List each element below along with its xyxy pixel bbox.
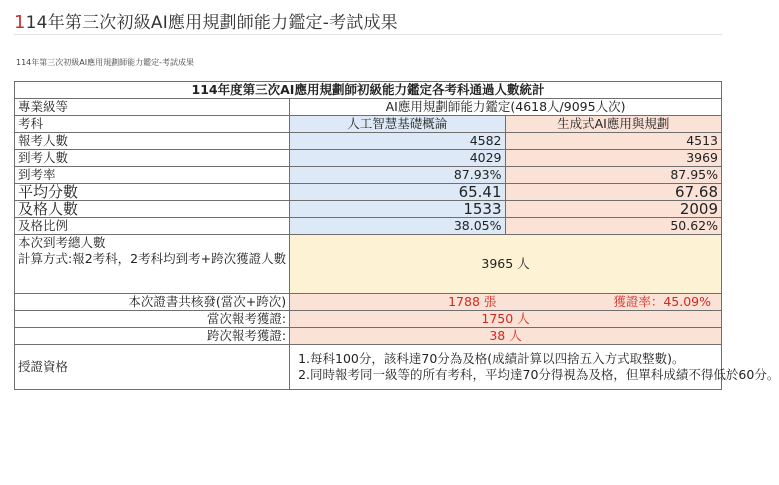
title-divider — [14, 34, 722, 35]
cross-session-value: 38 人 — [290, 328, 722, 345]
table-row — [15, 167, 722, 184]
total-attendance-value: 3965 人 — [290, 235, 722, 294]
qualification-notes — [290, 345, 779, 390]
row-value-subject-2: 3969 — [505, 150, 721, 167]
qualification-label: 授證資格 — [15, 345, 290, 390]
page-title-text: 14年第三次初級AI應用規劃師能力鑑定-考試成果 — [25, 13, 398, 33]
row-value-subject-2: 4513 — [505, 133, 721, 150]
row-value-subject-2: 67.68 — [505, 184, 721, 201]
cross-session-label: 跨次報考獲證: — [15, 328, 290, 345]
table-row — [15, 184, 722, 201]
same-session-label: 當次報考獲證: — [15, 311, 290, 328]
row-value-subject-1: 65.41 — [290, 184, 505, 201]
table-title: 114年度第三次AI應用規劃師初級能力鑑定各考科通過人數統計 — [15, 82, 722, 99]
row-value-subject-1: 1533 — [290, 201, 505, 218]
row-label: 報考人數 — [15, 133, 290, 150]
page-title-first-char: 1 — [14, 12, 26, 33]
same-session-value: 1750 人 — [290, 311, 722, 328]
cert-issued-cell — [290, 294, 722, 311]
row-label: 到考率 — [15, 167, 290, 184]
level-value: AI應用規劃師能力鑑定(4618人/9095人次) — [290, 99, 722, 116]
subject-2-header: 生成式AI應用與規劃 — [505, 116, 721, 133]
table-row — [15, 133, 722, 150]
row-value-subject-1: 4582 — [290, 133, 505, 150]
cert-rate: 獲證率：45.09% — [613, 294, 711, 309]
row-label: 及格人數 — [15, 201, 290, 218]
table-row — [15, 150, 722, 167]
stats-table — [14, 81, 779, 390]
breadcrumb: 114年第三次初級AI應用規劃師能力鑑定-考試成果 — [16, 58, 194, 67]
row-value-subject-1: 38.05% — [290, 218, 505, 235]
total-label-line2: 計算方式:報2考科，2考科均到考+跨次獲證人數 — [18, 251, 287, 266]
subject-1-header: 人工智慧基礎概論 — [290, 116, 505, 133]
level-label: 專業級等 — [15, 99, 290, 116]
qualification-note-2: 2.同時報考同一級等的所有考科，平均達70分得視為及格，但單科成績不得低於60分。 — [298, 367, 779, 382]
subject-label: 考科 — [15, 116, 290, 133]
qualification-note-1: 1.每科100分，該科達70分為及格(成績計算以四捨五入方式取整數)。 — [298, 351, 685, 366]
cert-issued-label: 本次證書共核發(當次+跨次) — [15, 294, 290, 311]
row-value-subject-2: 2009 — [505, 201, 721, 218]
table-row — [15, 201, 722, 218]
page-title — [14, 8, 398, 33]
total-label-line1: 本次到考總人數 — [18, 235, 106, 250]
total-attendance-label — [15, 235, 290, 294]
row-value-subject-1: 87.93% — [290, 167, 505, 184]
row-value-subject-2: 50.62% — [505, 218, 721, 235]
table-row — [15, 218, 722, 235]
row-label: 平均分數 — [15, 184, 290, 201]
cert-count: 1788 張 — [448, 294, 497, 309]
row-value-subject-2: 87.95% — [505, 167, 721, 184]
row-label: 及格比例 — [15, 218, 290, 235]
row-value-subject-1: 4029 — [290, 150, 505, 167]
row-label: 到考人數 — [15, 150, 290, 167]
